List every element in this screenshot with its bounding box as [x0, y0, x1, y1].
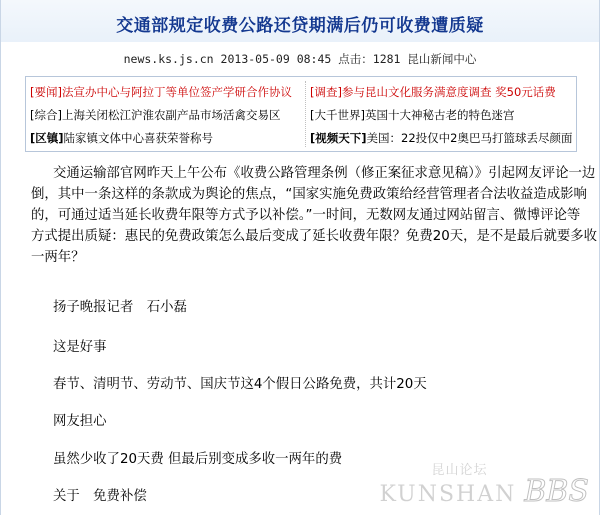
news-item-category[interactable]: [调查]	[310, 85, 342, 99]
meta-datetime: 2013-05-09 08:45	[220, 52, 332, 66]
news-item[interactable]	[310, 81, 582, 104]
article-meta	[1, 51, 599, 67]
news-item-link[interactable]: 英国十大神秘古老的特色迷宫	[364, 108, 515, 122]
byline: 扬子晚报记者 石小磊	[53, 300, 187, 315]
news-item[interactable]	[30, 104, 302, 127]
section-heading: 关于 免费补偿	[53, 489, 147, 504]
body-paragraph: 虽然少收了20天费 但最后别变成多收一两年的费	[53, 452, 343, 467]
news-item-link[interactable]: 法宣办中心与阿拉丁等单位签产学研合作协议	[61, 85, 292, 99]
article-lead-paragraph	[31, 163, 598, 268]
news-item-link[interactable]: 美国：22投仅中2奥巴马打篮球丢尽颜面	[366, 131, 573, 145]
news-item-category[interactable]: [区镇]	[30, 131, 64, 145]
section-heading: 这是好事	[53, 340, 107, 355]
kunshan-bbs-watermark	[379, 463, 590, 509]
title-bar	[1, 0, 599, 42]
news-item[interactable]	[30, 81, 302, 104]
lead-line: 倒，其中一条这样的条款成为舆论的焦点，“国家实施免费政策给经营管理者合法收益造成影响	[31, 187, 587, 202]
lead-line: 方式提出质疑：惠民的免费政策怎么最后变成了延长收费年限？免费20天，是不是最后就要多收	[31, 229, 598, 244]
article-title: 交通部规定收费公路还贷期满后仍可收费遭质疑	[116, 16, 484, 36]
news-item-category[interactable]: [要闻]	[30, 85, 62, 99]
news-item[interactable]	[310, 104, 582, 127]
meta-clicks: 1281	[372, 52, 401, 66]
related-news-left	[30, 81, 302, 150]
watermark-small-text: 昆山论坛	[431, 463, 488, 478]
related-news-right	[310, 81, 582, 150]
lead-line: 的，可通过适当延长收费年限等方式予以补偿。”一时间，无数网友通过网站留言、微博评论等	[31, 208, 581, 223]
news-item-category[interactable]: [大千世界]	[310, 108, 365, 122]
meta-publisher: 昆山新闻中心	[407, 52, 477, 66]
section-heading: 网友担心	[53, 414, 107, 429]
news-divider	[305, 81, 306, 147]
body-paragraph: 春节、清明节、劳动节、国庆节这4个假日公路免费，共计20天	[53, 377, 427, 392]
news-item[interactable]	[310, 127, 582, 150]
meta-clicks-label: 点击：	[338, 52, 373, 66]
watermark-bbs-text: BBS	[524, 474, 589, 509]
lead-line: 交通运输部官网昨天上午公布《收费公路管理条例（修正案征求意见稿）》引起网友评论一边	[53, 166, 596, 181]
lead-line: 一两年？	[31, 250, 85, 265]
news-item[interactable]	[30, 127, 302, 150]
news-item-category[interactable]: [视频天下]	[310, 131, 367, 145]
news-item-link[interactable]: 上海关闭松江沪淮农副产品市场活禽交易区	[61, 108, 281, 122]
related-news-box	[25, 76, 577, 152]
watermark-main-text: KUNSHAN	[379, 482, 517, 507]
news-item-link[interactable]: 参与昆山文化服务满意度调查 奖50元话费	[341, 85, 556, 99]
meta-source[interactable]: news.ks.js.cn	[123, 52, 214, 66]
news-item-category[interactable]: [综合]	[30, 108, 62, 122]
news-item-link[interactable]: 陆家镇文体中心喜获荣誉称号	[63, 131, 214, 145]
